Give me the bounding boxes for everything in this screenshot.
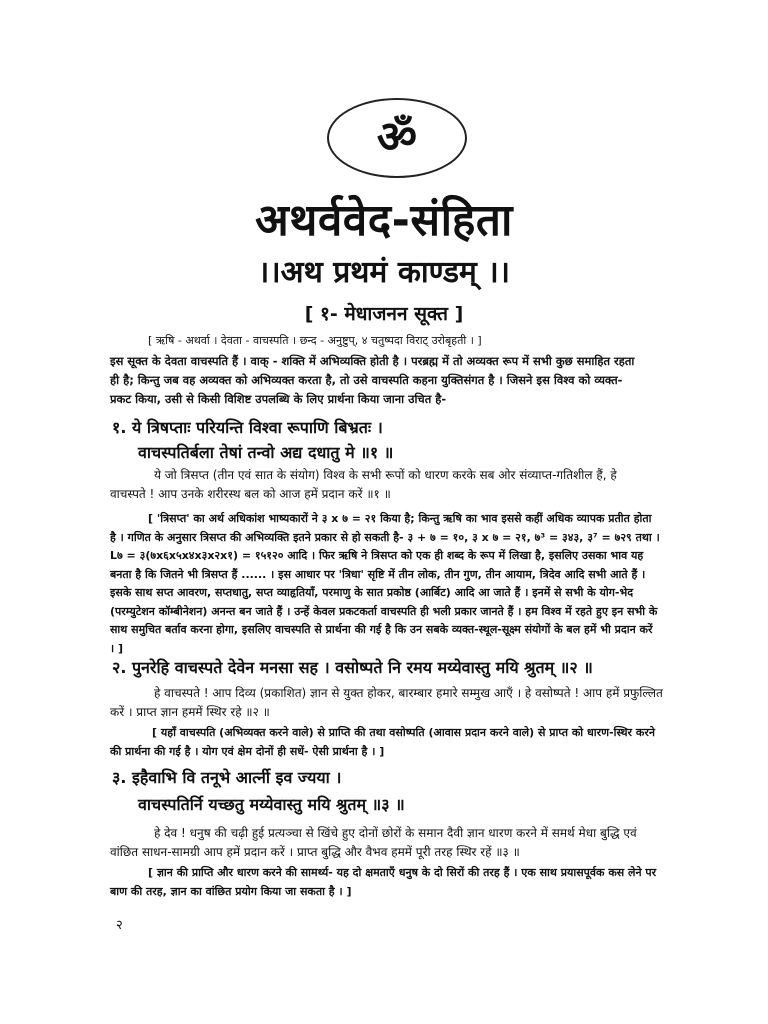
- verse-2-line-1: २. पुनरेहि वाचस्पते देवेन मनसा सह । वसोष्पते नि रमय मय्येवास्तु मयि श्रुतम् ॥२ ॥: [112, 658, 593, 677]
- verse-1-meaning: ये जो त्रिसप्त (तीन एवं सात के संयोग) विश्व के सभी रूपों को धारण करके सब ओर संव्याप्त-गतिशील हैं, हे वाचस्पते ! आप उनके शरीरस्थ बल को आज हमें प्रदान करें ॥१ ॥: [110, 468, 617, 501]
- om-symbol: ॐ: [376, 112, 418, 163]
- page-number: २: [116, 918, 123, 933]
- verse-3-line-2: वाचस्पतिर्नि यच्छतु मय्येवास्तु मयि श्रुतम् ॥३ ॥: [138, 795, 405, 814]
- rishi-devata-line: [ ऋषि - अथर्वा । देवता - वाचस्पति । छन्द - अनुष्टुप्, ४ चतुष्पदा विराट् उरोबृहती । ]: [148, 334, 482, 347]
- verse-2-commentary: [ यहाँ वाचस्पति (अभिव्यक्त करने वाले) से प्राप्ति की तथा वसोष्पति (आवास प्रदान करने वाले) से प्राप्त को धारण-स्थिर करने की प्रार्थना की गई है । योग एवं क्षेम दोनों ही सधें- ऐसी प्रार्थना है । ]: [110, 726, 655, 758]
- verse-3-commentary: [ ज्ञान की प्राप्ति और धारण करने की सामर्थ्य- यह दो क्षमताएँ धनुष के दो सिरों की तरह हैं । एक साथ प्रयासपूर्वक कस लेने पर बाण की तरह, ज्ञान का वांछित प्रयोग किया जा सकता है । ]: [110, 866, 657, 898]
- verse-2-meaning: हे वाचस्पते ! आप दिव्य (प्रकाशित) ज्ञान से युक्त होकर, बारम्बार हमारे सम्मुख आएँ । हे वसोष्पते ! आप हमें प्रफुल्लित करें । प्राप्त ज्ञान हममें स्थिर रहे ॥२ ॥: [110, 686, 663, 719]
- sukta-heading: [ १- मेधाजनन सूक्त ]: [304, 303, 464, 325]
- verse-3-line-1: ३. इहैवाभि वि तनूभे आर्त्नी इव ज्यया ।: [112, 768, 342, 787]
- verse-1-commentary: [ 'त्रिसप्त' का अर्थ अधिकांश भाष्यकारों ने ३ x ७ = २१ किया है; किन्तु ऋषि का भाव इससे कहीं अधिक व्यापक प्रतीत होता है । गणित के अनुसार त्रिसप्त की अभिव्यक्ति इतने प्रकार से हो सकती है- ३ + ७ = १०, ३ x ७ = २१, ७³ = ३४३, ३⁷ = ७२९ तथा । L७ = ३(७x६x५x४x३x२x१) = १५१२० आदि । फिर ऋषि ने त्रिसप्त को एक ही शब्द के रूप में लिखा है, इसलिए उसका भाव यह बनता है कि जितने भी त्रिसप्त हैं ...... । इस आधार पर 'त्रिधा' सृष्टि में तीन लोक, तीन गुण, तीन आयाम, त्रिदेव आदि सभी आते हैं । इसके साथ सप्त आवरण, सप्तधातु, सप्त व्याहृतियाँ, परमाणु के सात प्रकोष्ठ (आर्बिट) आदि आ जाते हैं । इनमें से सभी के योग-भेद (परम्युटेशन कॉम्बीनेशन) अनन्त बन जाते हैं । उन्हें केवल प्रकटकर्ता वाचस्पति ही भली प्रकार जानते हैं । हम विश्व में रहते हुए इन सभी के साथ समुचित बर्ताव करना होगा, इसलिए वाचस्पति से प्रार्थना की गई है कि उन सबके व्यक्त-स्थूल-सूक्ष्म संयोगों के बल हमें भी प्रदान करें । ]: [110, 512, 660, 655]
- page-title: अथर्ववेद-संहिता: [255, 195, 513, 246]
- verse-1-line-1: १. ये त्रिषप्ताः परियन्ति विश्वा रूपाणि बिभ्रतः ।: [112, 418, 383, 437]
- kanda-heading: ।।अथ प्रथमं काण्डम् ।।: [257, 255, 511, 290]
- verse-1-line-2: वाचस्पतिर्बला तेषां तन्वो अद्य दधातु मे ॥१ ॥: [138, 443, 394, 462]
- verse-3-meaning: हे देव ! धनुष की चढ़ी हुई प्रत्यञ्चा से खिंचे हुए दोनों छोरों के समान दैवी ज्ञान धारण करने में समर्थ मेधा बुद्धि एवं वांछित साधन-सामग्री आप हमें प्रदान करें । प्राप्त बुद्धि और वैभव हममें पूरी तरह स्थिर रहें ॥३ ॥: [110, 826, 637, 859]
- om-symbol-frame: [327, 98, 467, 178]
- sukta-introduction: इस सूक्त के देवता वाचस्पति हैं । वाक् - शक्ति में अभिव्यक्ति होती है । परब्रह्म में तो अव्यक्त रूप में सभी कुछ समाहित रहता ही है; किन्तु जब वह अव्यक्त को अभिव्यक्त करता है, तो उसे वाचस्पति कहना युक्तिसंगत है । जिसने इस विश्व को व्यक्त- प्रकट किया, उसी से किसी विशिष्ट उपलब्धि के लिए प्रार्थना किया जाना उचित है-: [110, 354, 635, 406]
